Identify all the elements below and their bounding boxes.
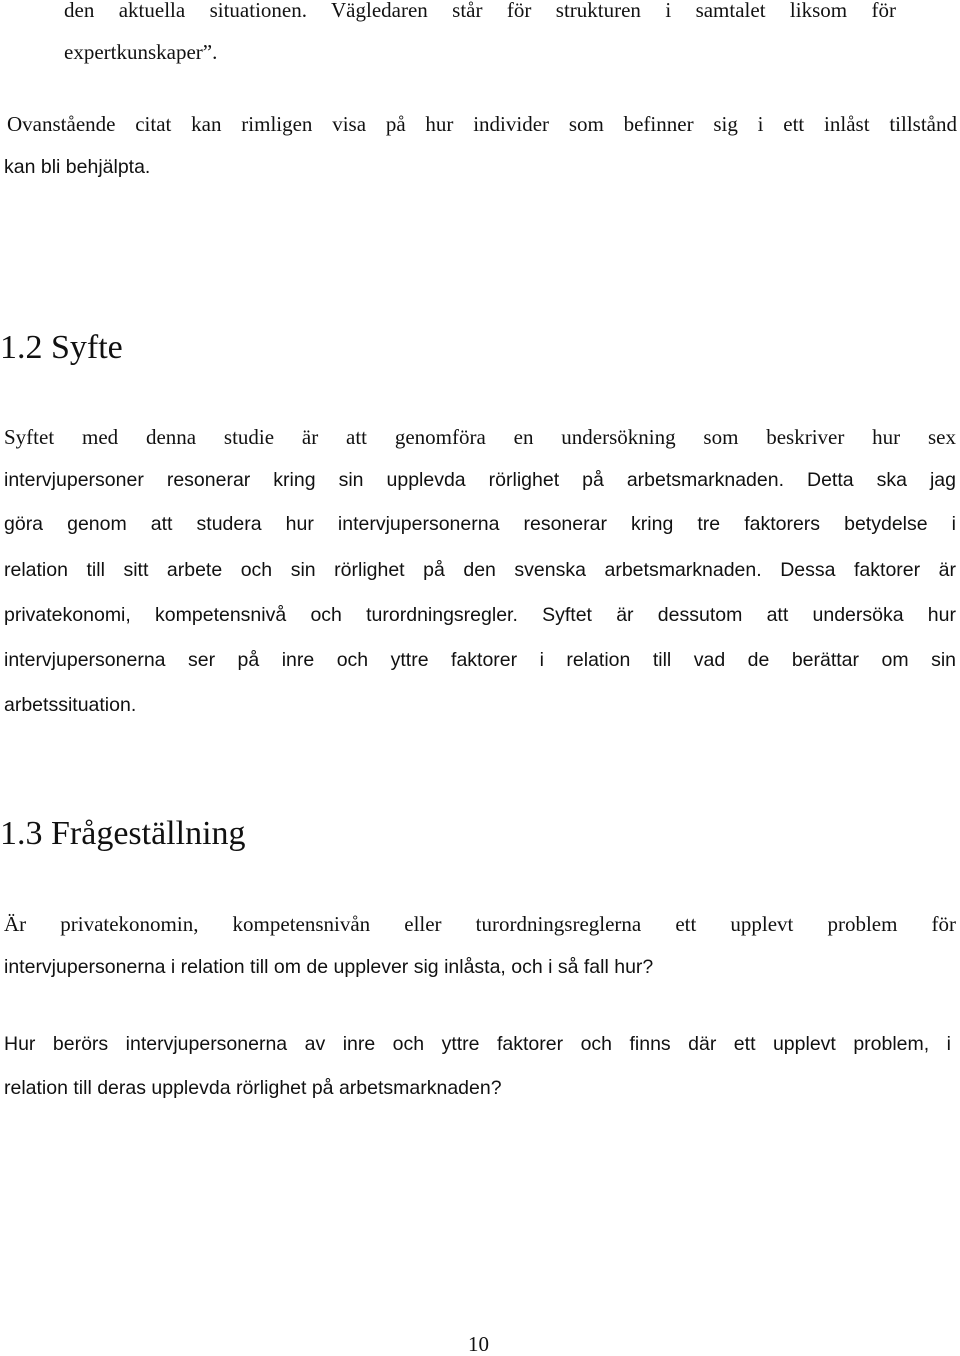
intro-line-2: expertkunskaper”. <box>64 40 218 64</box>
section-heading-syfte: 1.2 Syfte <box>0 329 123 366</box>
page-number: 10 <box>468 1332 489 1356</box>
syfte-line-6: intervjupersonerna ser på inre och yttre faktorer i relation till vad de berättar om sin <box>4 649 956 671</box>
intro-line-4: kan bli behjälpta. <box>4 156 151 178</box>
fragestallning-p2-line-1: Hur berörs intervjupersonerna av inre och yttre faktorer och finns där ett upplevt problem, i <box>4 1033 951 1055</box>
syfte-line-1: Syftet med denna studie är att genomföra en undersökning som beskriver hur sex <box>4 425 956 449</box>
syfte-line-7: arbetssituation. <box>4 694 137 716</box>
intro-line-3: Ovanstående citat kan rimligen visa på hur individer som befinner sig i ett inlåst tillstånd <box>7 112 957 136</box>
section-heading-fragestallning: 1.3 Frågeställning <box>0 815 246 852</box>
intro-line-1: den aktuella situationen. Vägledaren står för strukturen i samtalet liksom för <box>64 0 896 22</box>
fragestallning-p1-line-2: intervjupersonerna i relation till om de upplever sig inlåsta, och i så fall hur? <box>4 956 654 978</box>
syfte-line-5: privatekonomi, kompetensnivå och turordningsregler. Syftet är dessutom att undersöka hur <box>4 604 956 626</box>
fragestallning-p1-line-1: Är privatekonomin, kompetensnivån eller turordningsreglerna ett upplevt problem för <box>4 912 956 936</box>
syfte-line-2: intervjupersoner resonerar kring sin upplevda rörlighet på arbetsmarknaden. Detta ska jag <box>4 469 956 491</box>
syfte-line-4: relation till sitt arbete och sin rörlighet på den svenska arbetsmarknaden. Dessa faktorer är <box>4 559 956 581</box>
syfte-line-3: göra genom att studera hur intervjupersonerna resonerar kring tre faktorers betydelse i <box>4 513 956 535</box>
fragestallning-p2-line-2: relation till deras upplevda rörlighet på arbetsmarknaden? <box>4 1077 502 1099</box>
